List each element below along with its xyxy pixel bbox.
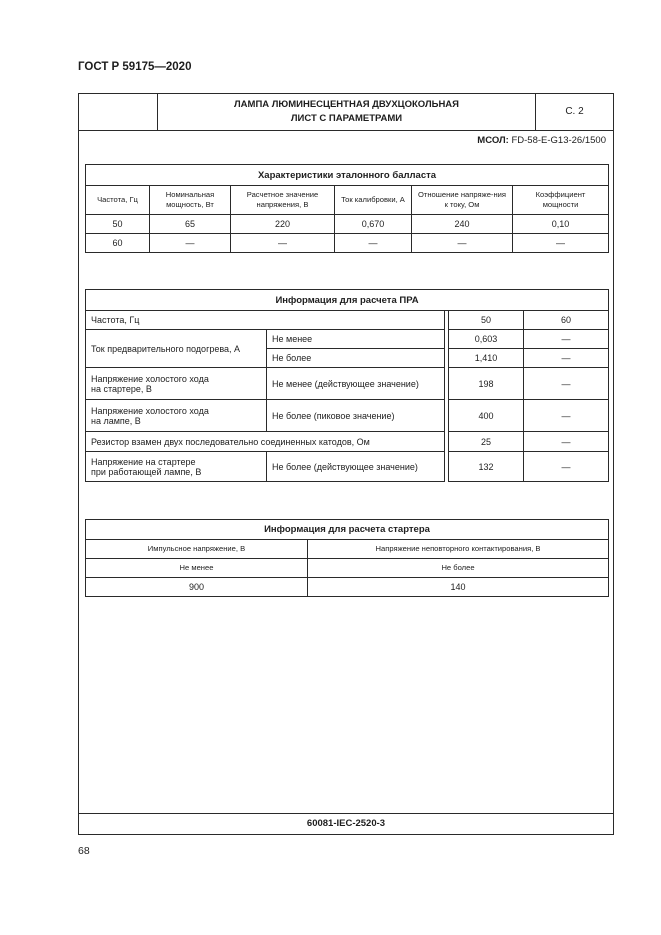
pra-ocv-lamp-condition: Не более (пиковое значение) <box>267 400 445 432</box>
pra-ocv-starter-60: — <box>524 368 609 400</box>
ballast-cell: 0,10 <box>513 215 609 234</box>
pra-preheat-label: Ток предварительного подогрева, А <box>86 330 267 368</box>
starter-table <box>85 519 609 597</box>
starter-contact-voltage-value: 140 <box>308 578 609 597</box>
pra-preheat-min-50: 0,603 <box>449 330 524 349</box>
pra-resistor-60: — <box>524 432 609 452</box>
ballast-table-caption: Характеристики эталонного балласта <box>86 165 609 186</box>
table-row <box>86 540 609 559</box>
pra-ocv-starter-label <box>86 368 267 400</box>
msol-label: МСОЛ: <box>477 135 509 146</box>
header-blank-cell <box>79 94 158 130</box>
table-row <box>86 578 609 597</box>
pra-preheat-min-60: — <box>524 330 609 349</box>
pra-ocv-lamp-label <box>86 400 267 432</box>
ballast-cell: — <box>412 234 513 253</box>
pra-table <box>85 289 609 482</box>
pra-ocv-starter-label-line1: Напряжение холостого хода <box>91 373 209 384</box>
table-row <box>86 368 609 400</box>
parameter-sheet-frame <box>78 93 614 835</box>
pra-frequency-label: Частота, Гц <box>86 311 445 330</box>
pra-preheat-min-label: Не менее <box>267 330 445 349</box>
table-row <box>86 330 609 349</box>
msol-value: FD-58-E-G13-26/1500 <box>511 135 606 146</box>
pra-starter-voltage-label <box>86 452 267 482</box>
pra-ocv-lamp-50: 400 <box>449 400 524 432</box>
ballast-header-power-factor: Коэффициент мощности <box>513 186 609 215</box>
pra-preheat-max-50: 1,410 <box>449 349 524 368</box>
ballast-header-power: Номинальная мощность, Вт <box>150 186 231 215</box>
pra-preheat-max-60: — <box>524 349 609 368</box>
pra-resistor-label: Резистор взамен двух последовательно соединенных катодов, Ом <box>86 432 445 452</box>
ballast-table <box>85 164 609 253</box>
ballast-header-voltage: Расчетное значение напряжения, В <box>231 186 335 215</box>
ballast-header-current: Ток калибровки, А <box>335 186 412 215</box>
table-row <box>86 432 609 452</box>
pra-ocv-starter-50: 198 <box>449 368 524 400</box>
page-number: 68 <box>78 845 90 857</box>
starter-header-contact-voltage: Напряжение неповторного контактирования, В <box>308 540 609 559</box>
sheet-header <box>79 94 613 131</box>
pra-preheat-max-label: Не более <box>267 349 445 368</box>
pra-ocv-starter-condition: Не менее (действующее значение) <box>267 368 445 400</box>
pra-starter-voltage-label-line1: Напряжение на стартере <box>91 456 196 467</box>
starter-table-caption: Информация для расчета стартера <box>86 520 609 540</box>
pra-resistor-50: 25 <box>449 432 524 452</box>
ballast-header-frequency: Частота, Гц <box>86 186 150 215</box>
pra-starter-voltage-50: 132 <box>449 452 524 482</box>
sheet-footer-code: 60081-IEC-2520-3 <box>79 813 613 834</box>
ballast-cell: 65 <box>150 215 231 234</box>
ballast-cell: — <box>150 234 231 253</box>
ballast-cell: — <box>231 234 335 253</box>
ballast-cell: 60 <box>86 234 150 253</box>
starter-sub-max: Не более <box>308 559 609 578</box>
pra-starter-voltage-60: — <box>524 452 609 482</box>
starter-header-pulse-voltage: Импульсное напряжение, В <box>86 540 308 559</box>
ballast-cell: 240 <box>412 215 513 234</box>
table-row <box>86 215 609 234</box>
pra-ocv-starter-label-line2: на стартере, В <box>91 383 152 394</box>
table-row <box>86 311 609 330</box>
starter-sub-min: Не менее <box>86 559 308 578</box>
starter-pulse-voltage-value: 900 <box>86 578 308 597</box>
table-row <box>86 234 609 253</box>
ballast-cell: — <box>513 234 609 253</box>
pra-ocv-lamp-label-line1: Напряжение холостого хода <box>91 405 209 416</box>
table-row <box>86 400 609 432</box>
ballast-cell: — <box>335 234 412 253</box>
pra-starter-voltage-condition: Не более (действующее значение) <box>267 452 445 482</box>
pra-ocv-lamp-60: — <box>524 400 609 432</box>
ballast-cell: 220 <box>231 215 335 234</box>
ballast-cell: 50 <box>86 215 150 234</box>
pra-ocv-lamp-label-line2: на лампе, В <box>91 415 141 426</box>
pra-frequency-60: 60 <box>524 311 609 330</box>
pra-table-caption: Информация для расчета ПРА <box>86 290 609 311</box>
sheet-title-line2: ЛИСТ С ПАРАМЕТРАМИ <box>290 113 403 124</box>
table-row <box>86 452 609 482</box>
standard-code: ГОСТ Р 59175—2020 <box>78 61 192 73</box>
pra-frequency-50: 50 <box>449 311 524 330</box>
pra-starter-voltage-label-line2: при работающей лампе, В <box>91 466 202 477</box>
ballast-cell: 0,670 <box>335 215 412 234</box>
ballast-header-ratio: Отношение напряже-ния к току, Ом <box>412 186 513 215</box>
sheet-title-line1: ЛАМПА ЛЮМИНЕСЦЕНТНАЯ ДВУХЦОКОЛЬНАЯ <box>234 99 459 110</box>
table-row <box>86 559 609 578</box>
msol-designation <box>477 135 606 146</box>
sheet-title <box>158 94 536 130</box>
sheet-number: С. 2 <box>565 106 584 117</box>
